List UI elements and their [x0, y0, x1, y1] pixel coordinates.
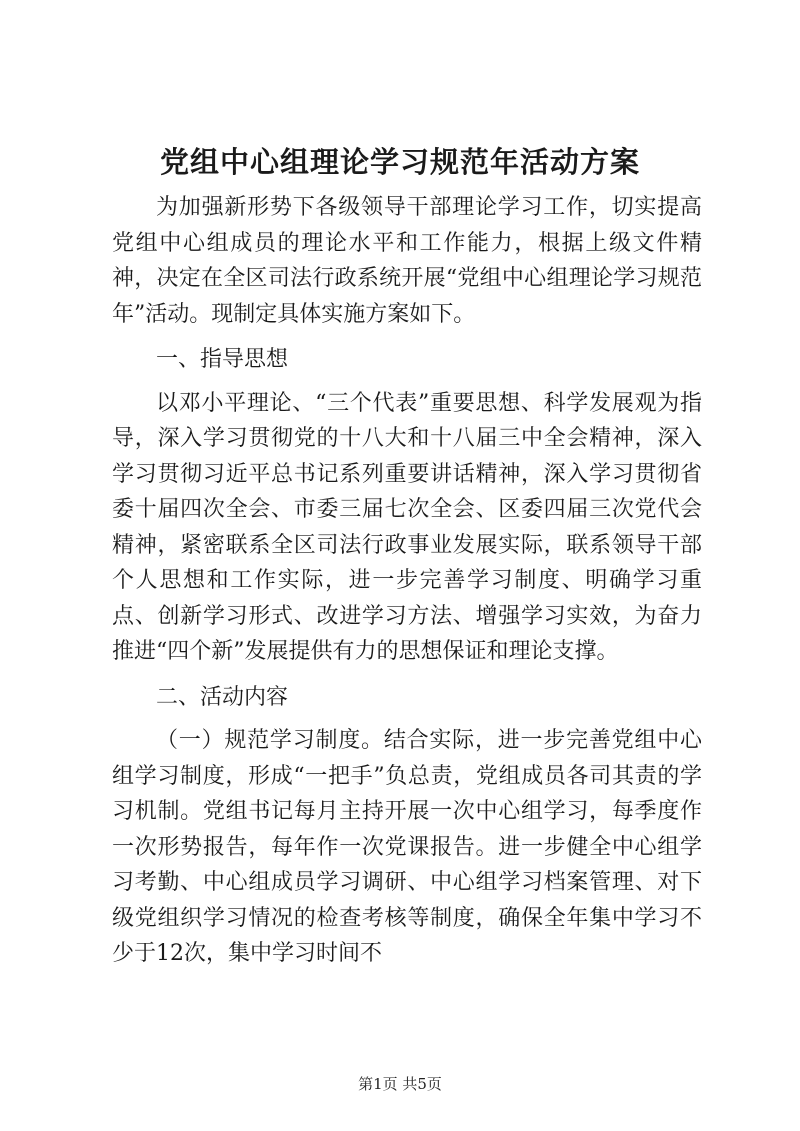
document-body — [112, 190, 702, 972]
activity-content-paragraph: （一）规范学习制度。结合实际，进一步完善党组中心组学习制度，形成“一把手”负总责，党组成员各司其责的学习机制。党组书记每月主持开展一次中心组学习，每季度作一次形势报告，每年作一次党课报告。进一步健全中心组学习考勤、中心组成员学习调研、中心组学习档案管理、对下级党组织学习情况的检查考核等制度，确保全年集中学习不少于12次，集中学习时间不 — [112, 728, 702, 966]
section-heading-activity-content: 二、活动内容 — [156, 684, 289, 710]
guiding-thought-paragraph: 以邓小平理论、“三个代表”重要思想、科学发展观为指导，深入学习贯彻党的十八大和十八届三中全会精神，深入学习贯彻习近平总书记系列重要讲话精神，深入学习贯彻省委十届四次全会、市委三届七次全会、区委四届三次党代会精神，紧密联系全区司法行政事业发展实际，联系领导干部个人思想和工作实际，进一步完善学习制度、明确学习重点、创新学习形式、改进学习方法、增强学习实效，为奋力推进“四个新”发展提供有力的思想保证和理论支撑。 — [112, 390, 702, 664]
document-title: 党组中心组理论学习规范年活动方案 — [159, 145, 640, 179]
intro-paragraph: 为加强新形势下各级领导干部理论学习工作，切实提高党组中心组成员的理论水平和工作能力，根据上级文件精神，决定在全区司法行政系统开展“党组中心组理论学习规范年”活动。现制定具体实施方案如下。 — [112, 195, 702, 327]
section-heading-guiding-thought: 一、指导思想 — [156, 347, 289, 372]
page-footer: 第1页 共5页 — [358, 1075, 442, 1093]
